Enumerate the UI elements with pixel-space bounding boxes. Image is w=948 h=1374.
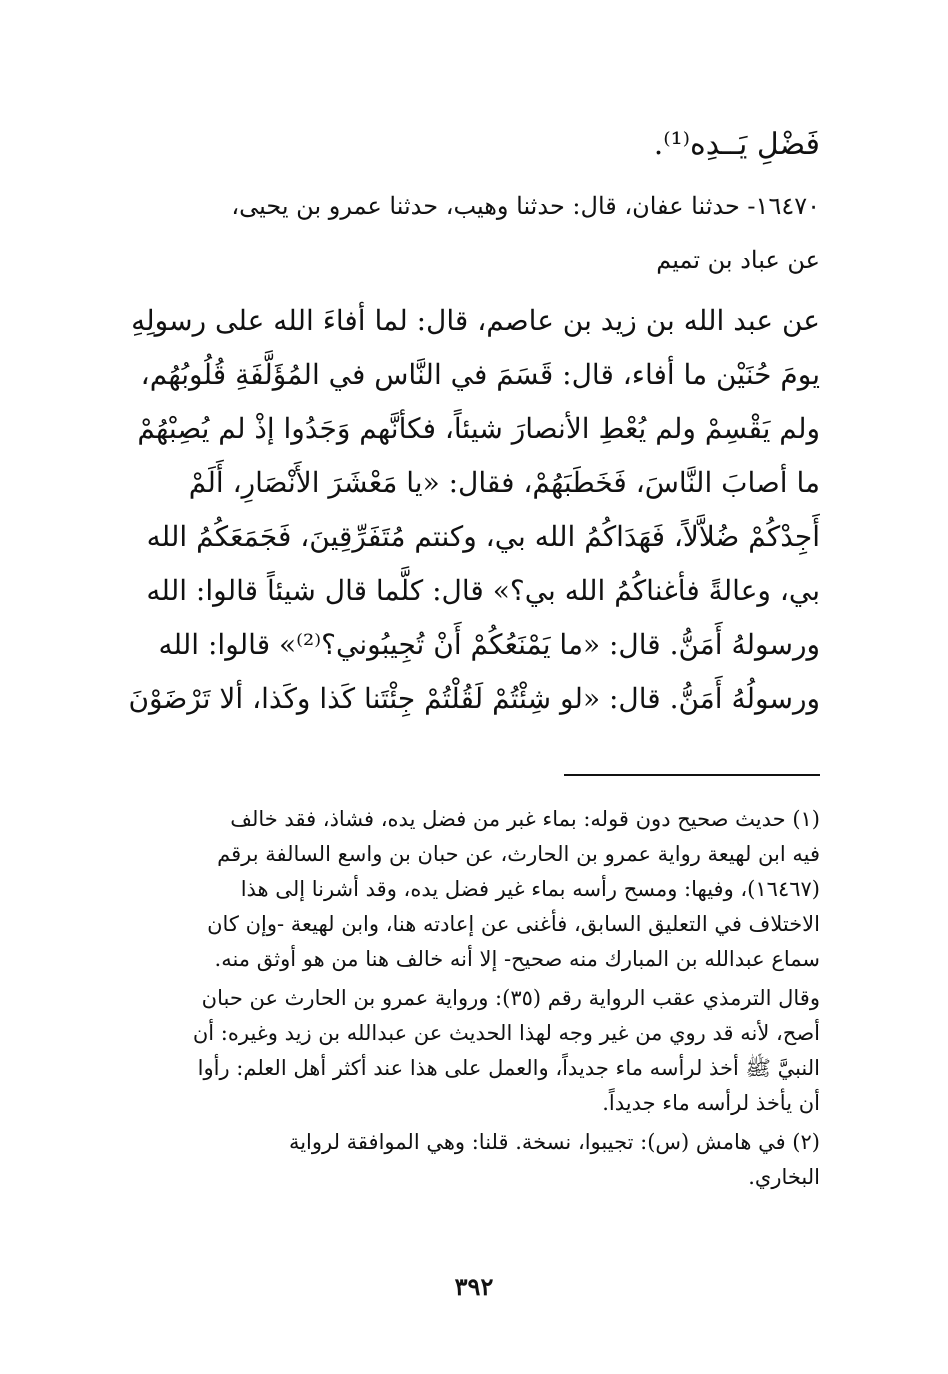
- hadith-line: ورسولُهُ أَمَنُّ. قال: «لو شِئْتُمْ لَقُلْتُمْ جِئْتَنا كَذا وكَذا، ألا تَرْضَوْنَ: [128, 682, 820, 715]
- footnote-line: أن يأخذ لرأسه ماء جديداً.: [602, 1091, 820, 1115]
- page-body: [118, 120, 820, 1195]
- footnote-line: (٢) في هامش (س): تجيبوا، نسخة. قلنا: وهي الموافقة لرواية: [288, 1130, 820, 1154]
- footnote-line: وقال الترمذي عقب الرواية رقم (٣٥): ورواية عمرو بن الحارث عن حبان: [201, 986, 820, 1010]
- footnote-line: (١) حديث صحيح دون قوله: بماء غبر من فضل يده، فشاذ، فقد خالف: [230, 807, 820, 831]
- footnote-line: الاختلاف في التعليق السابق، فأغنى عن إعادته هنا، وابن لهيعة -وإن كان: [207, 912, 820, 936]
- previous-hadith-ending: فَضْلِ يَــدِه⁽¹⁾.: [653, 127, 820, 162]
- hadith-line: ورسولهُ أَمَنُّ. قال: «ما يَمْنَعُكُمْ أَنْ تُجِيبُوني؟⁽²⁾» قالوا: الله: [158, 628, 820, 661]
- footnote-line: البخاري.: [748, 1165, 820, 1189]
- footnote-divider: [564, 774, 820, 776]
- hadith-line: عن عبد الله بن زيد بن عاصم، قال: لما أفاءَ الله على رسولِهِ: [131, 304, 820, 337]
- hadith-line: أَجِدْكُمْ ضُلاَّلاً، فَهَدَاكُمُ الله بي، وكنتم مُتَفَرِّقِينَ، فَجَمَعَكُمُ الله: [146, 520, 820, 553]
- footnote-line: سماع عبدالله بن المبارك منه صحيح- إلا أنه خالف هنا من هو أوثق منه.: [214, 947, 820, 971]
- footnote-line: فيه ابن لهيعة رواية عمرو بن الحارث، عن حبان بن واسع السالفة برقم: [217, 842, 820, 866]
- footnote-line: (١٦٤٦٧)، وفيها: ومسح رأسه بماء غير فضل يده، وقد أشرنا إلى هذا: [240, 877, 820, 901]
- isnad-line: ١٦٤٧٠- حدثنا عفان، قال: حدثنا وهيب، حدثنا عمرو بن يحيى،: [231, 192, 820, 220]
- footnote-1: [118, 802, 820, 977]
- footnote-2: [118, 1125, 820, 1195]
- hadith-line: يومَ حُنَيْن ما أفاء، قال: قَسَمَ في النَّاس في المُؤَلَّفَةِ قُلُوبُهُم،: [140, 358, 820, 391]
- footnote-1-continued: [118, 981, 820, 1121]
- isnad-block: [118, 186, 820, 280]
- footnote-line: أصح، لأنه قد روي من غير وجه لهذا الحديث عن عبدالله بن زيد وغيره: أن: [192, 1021, 820, 1045]
- footnote-line: النبيَّ ﷺ أخذ لرأسه ماء جديداً، والعمل على هذا عند أكثر أهل العلم: رأوا: [197, 1056, 820, 1080]
- hadith-line: بي، وعالةً فأغناكُمُ الله بي؟» قال: كلَّما قال شيئاً قالوا: الله: [146, 574, 820, 607]
- hadith-line: ما أصابَ النَّاسَ، فَخَطَبَهُمْ، فقال: «يا مَعْشَرَ الأَنْصَارِ، أَلَمْ: [188, 466, 820, 499]
- hadith-line: ولم يَقْسِمْ ولم يُعْطِ الأنصارَ شيئاً، فكأنَّهم وَجَدُوا إذْ لم يُصِبْهُمْ: [137, 412, 820, 445]
- page-number: ٣٩٢: [454, 1272, 494, 1301]
- isnad-line: عن عباد بن تميم: [656, 246, 820, 274]
- hadith-text: [118, 294, 820, 726]
